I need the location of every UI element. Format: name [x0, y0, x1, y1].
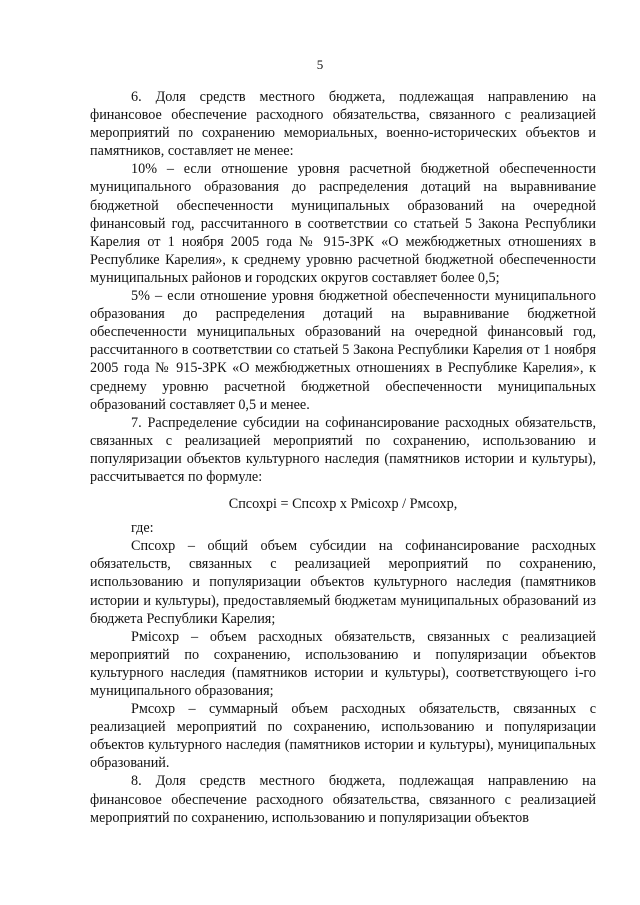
- paragraph-10-percent: 10% – если отношение уровня расчетной бюджетной обеспеченности муниципального образования до распределения дотаций на выравнивание бюджетной обеспеченности муниципальных образований на очередной финансовый год, рассчитанного в соответствии со статьей 5 Закона Республики Карелия от 1 ноября 2005 года № 915-ЗРК «О межбюджетных отношениях в Республике Карелия», к среднему уровню расчетной бюджетной обеспеченности муниципальных районов и городских округов составляет более 0,5;: [90, 161, 596, 286]
- formula: Cпсохрі = Cпсохр x Pмісохр / Pмсохр,: [228, 496, 458, 513]
- paragraph-7: 7. Распределение субсидии на софинансирование расходных обязательств, связанных с реализацией мероприятий по сохранению, использованию и популяризации объектов культурного наследия (памятников истории и культуры), рассчитывается по формуле:: [90, 414, 596, 485]
- definition-total-obligations: Pмсохр – суммарный объем расходных обязательств, связанных с реализацией мероприятий по сохранению, использованию и популяризации объектов культурного наследия (памятников истории и культуры), муниципальных образований.: [90, 701, 596, 772]
- where-label: где:: [131, 520, 154, 537]
- page-number: 5: [316, 57, 324, 72]
- definition-total-subsidy: Cпсохр – общий объем субсидии на софинансирование расходных обязательств, связанных с реализацией мероприятий по сохранению, использованию и популяризации объектов культурного наследия (памятников истории и культуры), предоставляемый бюджетам муниципальных образований из бюджета Республики Карелия;: [90, 538, 596, 627]
- paragraph-5-percent: 5% – если отношение уровня бюджетной обеспеченности муниципального образования до распределения дотаций на выравнивание бюджетной обеспеченности муниципальных образований на очередной финансовый год, рассчитанного в соответствии со статьей 5 Закона Республики Карелия от 1 ноября 2005 года № 915-ЗРК «О межбюджетных отношениях в Республике Карелия», к среднему уровню расчетной бюджетной обеспеченности муниципальных образований составляет 0,5 и менее.: [90, 288, 596, 413]
- paragraph-8: 8. Доля средств местного бюджета, подлежащая направлению на финансовое обеспечение расходного обязательства, связанного с реализацией мероприятий по сохранению, использованию и популяризации объектов: [90, 773, 596, 826]
- document-body: [90, 88, 596, 827]
- definition-municipal-obligations: Pмісохр – объем расходных обязательств, связанных с реализацией мероприятий по сохранению, использованию и популяризации объектов культурного наследия (памятников истории и культуры), соответствующего і-го муниципального образования;: [90, 628, 596, 699]
- paragraph-6: 6. Доля средств местного бюджета, подлежащая направлению на финансовое обеспечение расходного обязательства, связанного с реализацией мероприятий по сохранению мемориальных, военно-исторических объектов и памятников, составляет не менее:: [90, 89, 596, 160]
